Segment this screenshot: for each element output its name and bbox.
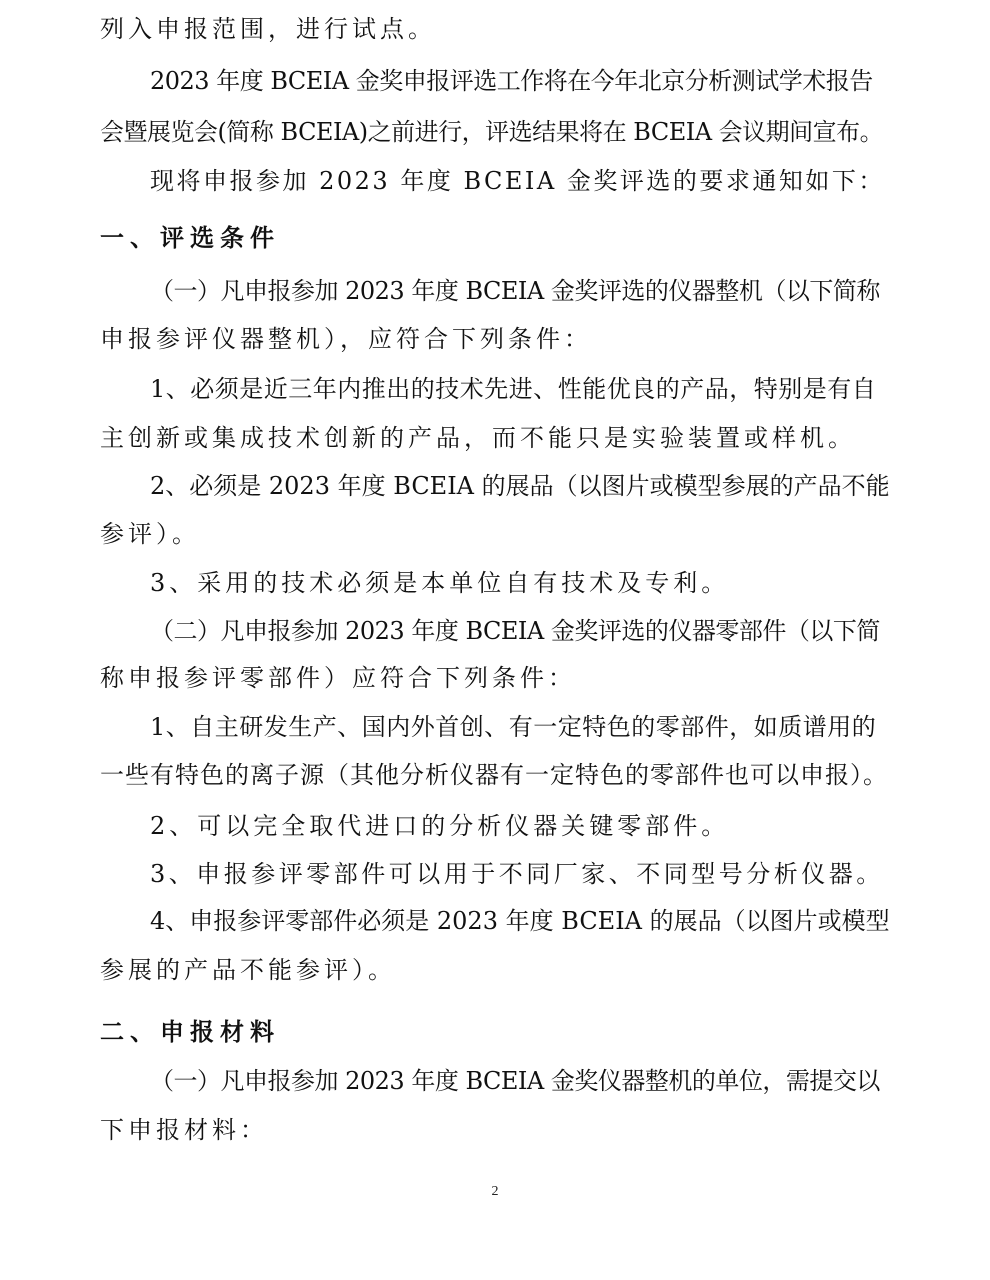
text-line: 现将申报参加 2023 年度 BCEIA 金奖评选的要求通知如下： <box>150 167 885 195</box>
text-line: 3、采用的技术必须是本单位自有技术及专利。 <box>150 569 730 597</box>
text-line: 申报参评仪器整机），应符合下列条件： <box>100 325 592 353</box>
text-line: 主创新或集成技术创新的产品，而不能只是实验装置或样机。 <box>100 424 856 452</box>
text-line: 3、申报参评零部件可以用于不同厂家、不同型号分析仪器。 <box>150 860 884 888</box>
text-line: 称申报参评零部件）应符合下列条件： <box>100 664 576 692</box>
text-line: 2、可以完全取代进口的分析仪器关键零部件。 <box>150 812 730 840</box>
text-line: （一）凡申报参加 2023 年度 BCEIA 金奖仪器整机的单位，需提交以 <box>150 1067 880 1095</box>
text-line: 1、自主研发生产、国内外首创、有一定特色的零部件，如质谱用的 <box>150 713 877 741</box>
text-line: 1、必须是近三年内推出的技术先进、性能优良的产品，特别是有自 <box>150 375 877 403</box>
text-line: 2023 年度 BCEIA 金奖申报评选工作将在今年北京分析测试学术报告 <box>150 67 873 95</box>
text-line: 2、必须是 2023 年度 BCEIA 的展品（以图片或模型参展的产品不能 <box>150 472 890 500</box>
text-line: （一）凡申报参加 2023 年度 BCEIA 金奖评选的仪器整机（以下简称 <box>150 277 880 305</box>
text-line: 下申报材料： <box>100 1116 268 1144</box>
text-line: 会暨展览会(简称 BCEIA)之前进行，评选结果将在 BCEIA 会议期间宣布。 <box>100 118 884 146</box>
page-number: 2 <box>491 1184 499 1199</box>
text-line: 列入申报范围，进行试点。 <box>100 15 436 43</box>
section-heading: 一、评选条件 <box>100 223 280 252</box>
text-line: 一些有特色的离子源（其他分析仪器有一定特色的零部件也可以申报）。 <box>100 761 888 789</box>
section-heading: 二、申报材料 <box>100 1017 280 1046</box>
text-line: （二）凡申报参加 2023 年度 BCEIA 金奖评选的仪器零部件（以下简 <box>150 617 880 645</box>
text-line: 参展的产品不能参评）。 <box>100 956 396 984</box>
text-line: 参评）。 <box>100 520 200 548</box>
text-line: 4、申报参评零部件必须是 2023 年度 BCEIA 的展品（以图片或模型 <box>150 907 890 935</box>
